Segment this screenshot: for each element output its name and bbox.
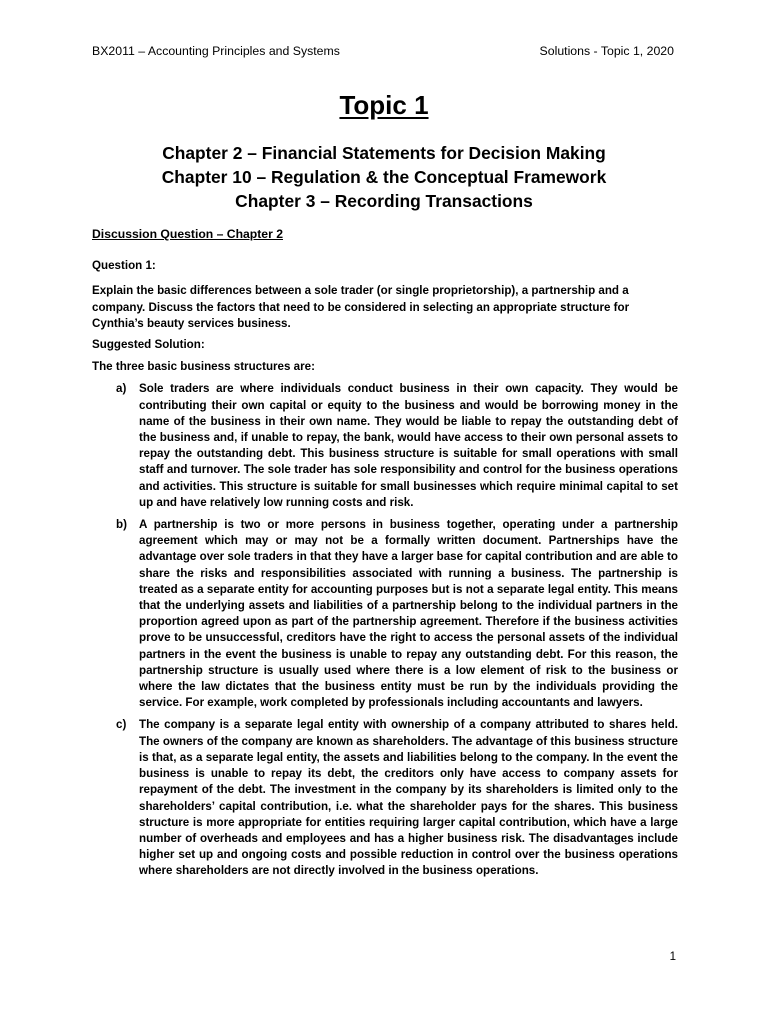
- list-item: [92, 517, 678, 711]
- list-item: [92, 381, 678, 511]
- solution-heading: Suggested Solution:: [92, 338, 205, 352]
- solution-list: [92, 381, 678, 879]
- document-body: [92, 226, 678, 886]
- list-item-text: A partnership is two or more persons in business together, operating under a partnership agreement which may or may not be a formally written document. Partnerships have the advantage over sole traders in that they have a larger base for capital contribution and are able to share the risks and responsibilities associated with running a business. The partnership is treated as a separate entity for accounting purposes but is not a separate legal entity. This means that the underlying assets and liabilities of a partnership belong to the individual partners in the proportion agreed upon as part of the partnership agreement. Therefore if the business activities prove to be unsuccessful, creditors have the right to access the personal assets of the individual partners in the event the business is unable to repay any outstanding debt. For this reason, the partnership structure is usually used where there is a low element of risk to the business or where the law dictates that the business entity must be run by the individuals providing the service. For example, work completed by professionals including accountants and lawyers.: [139, 518, 678, 710]
- chapter-heading: Chapter 3 – Recording Transactions: [235, 191, 533, 211]
- list-marker: b): [116, 518, 127, 532]
- list-item-text: Sole traders are where individuals conduct business in their own capacity. They would be contributing their own capital or equity to the business and would be borrowing money in the name of the business in their own name. They would be liable to repay the outstanding debt of the business and, if unable to repay, the bank, would have access to their own personal assets to repay the outstanding debt. This business structure is suitable for small operations with small staff and turnover. The sole trader has sole responsibility and control for the business operations and activities. This structure is suitable for small businesses which require minimal capital to set up and have relatively low running costs and risk.: [139, 382, 678, 509]
- chapter-heading: Chapter 2 – Financial Statements for Decision Making: [162, 143, 606, 163]
- page-number: 1: [669, 951, 676, 963]
- list-item: [92, 717, 678, 879]
- question-heading: Question 1:: [92, 259, 156, 273]
- question-text: Explain the basic differences between a sole trader (or single proprietorship), a partnership and a company. Discuss the factors that need to be considered in selecting an appropriate structure for Cynthia’s beauty services business.: [92, 284, 630, 330]
- list-marker: c): [116, 718, 127, 732]
- solution-intro: The three basic business structures are:: [92, 360, 315, 374]
- section-heading: Discussion Question – Chapter 2: [92, 227, 283, 241]
- chapter-list: [0, 141, 768, 213]
- list-marker: a): [116, 382, 127, 396]
- header-course-title: BX2011 – Accounting Principles and Systems: [92, 44, 340, 58]
- page-title: Topic 1: [339, 90, 429, 120]
- header-document-label: Solutions - Topic 1, 2020: [539, 44, 674, 58]
- list-item-text: The company is a separate legal entity with ownership of a company attributed to shares held. The owners of the company are known as shareholders. The advantage of this business structure is that, as a separate legal entity, the assets and liabilities belong to the company. In the event the business is unable to repay its debt, the creditors only have access to company assets for repayment of the debt. The investment in the company by its shareholders is limited only to the shareholders’ capital contribution, i.e. what the shareholder pays for the shares. This business structure is more appropriate for entities requiring larger capital contribution, which have a large number of overheads and employees and has a higher business risk. The disadvantages include higher set up and ongoing costs and possible reduction in control over the business operations where shareholders are not directly involved in the business operations.: [139, 718, 678, 878]
- page-header: [92, 43, 674, 59]
- chapter-heading: Chapter 10 – Regulation & the Conceptual Framework: [161, 167, 607, 187]
